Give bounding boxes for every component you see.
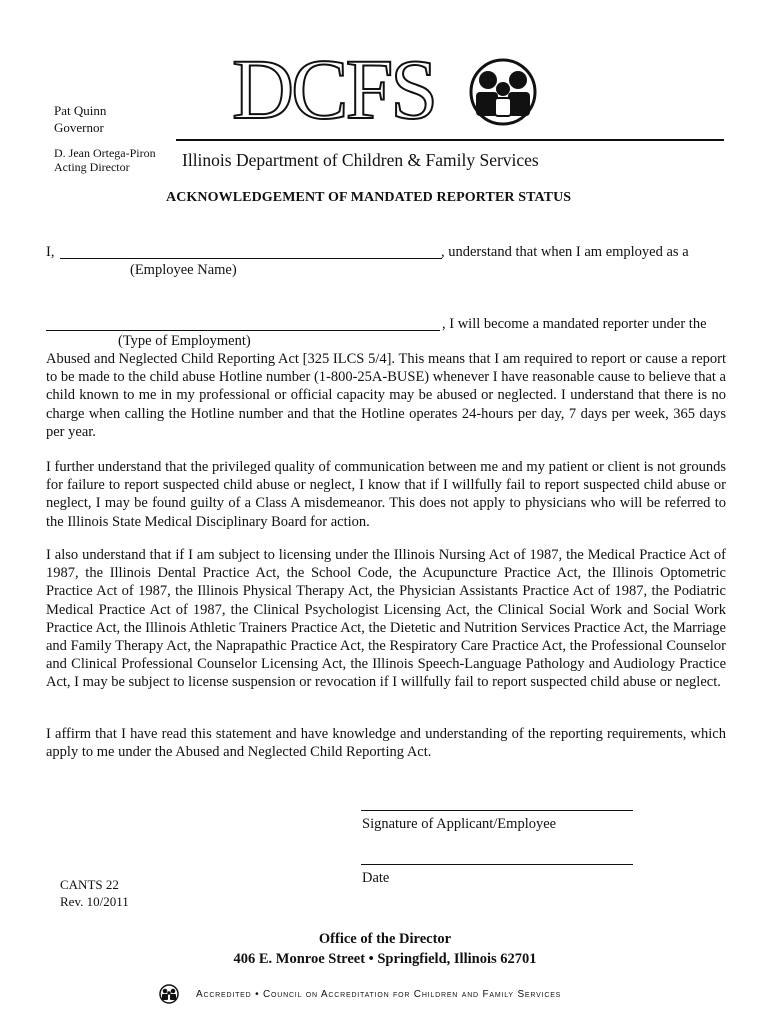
form-revision: Rev. 10/2011 bbox=[60, 894, 129, 909]
employment-type-field[interactable] bbox=[46, 314, 440, 331]
office-title: Office of the Director bbox=[318, 931, 452, 947]
governor-block bbox=[54, 102, 106, 136]
form-id bbox=[60, 876, 129, 910]
accreditation-text: Accredited • Council on Accreditation for Children and Family Services bbox=[196, 989, 562, 1000]
line1-prefix: I, bbox=[46, 244, 55, 260]
director-name: D. Jean Ortega-Piron bbox=[54, 146, 156, 160]
employee-name-field[interactable] bbox=[60, 242, 442, 259]
header-rule bbox=[176, 139, 724, 141]
signature-field[interactable] bbox=[361, 794, 633, 811]
paragraph-privilege: I further understand that the privileged quality of communication between me and my patient or client is not grounds for failure to report suspected child abuse or neglect, I know that if I willfully fail to report suspected child abuse or neglect, I may be found guilty of a Class A misdemeanor. This does not apply to physicians who will be referred to the Illinois State Medical Disciplinary Board for action. bbox=[46, 459, 726, 530]
director-block bbox=[54, 146, 156, 174]
department-name: Illinois Department of Children & Family Services bbox=[182, 150, 539, 170]
employment-type-caption: (Type of Employment) bbox=[118, 333, 251, 349]
paragraph-licensing: I also understand that if I am subject to licensing under the Illinois Nursing Act of 1987, the Medical Practice Act of 1987, the Illinois Dental Practice Act, the School Code, the Acupuncture Practice Act, the Illinois Optometric Practice Act of 1987, the Illinois Physical Therapy Act, the Physician Assistants Practice Act of 1987, the Podiatric Medical Practice Act of 1987, the Clinical Psychologist Licensing Act, the Clinical Social Work and Social Work Practice Act, the Illinois Athletic Trainers Practice Act, the Dietetic and Nutrition Services Practice Act, the Marriage and Family Therapy Act, the Naprapathic Practice Act, the Respiratory Care Practice Act, the Professional Counselor and Clinical Professional Counselor Licensing Act, the Illinois Speech-Language Pathology and Audiology Practice Act, I may be subject to license suspension or revocation if I willfully fail to report suspected child abuse or neglect. bbox=[46, 547, 726, 691]
governor-name: Pat Quinn bbox=[54, 103, 107, 118]
governor-title: Governor bbox=[54, 120, 104, 135]
dcfs-logo: DCFS bbox=[232, 41, 436, 137]
line1-suffix: , understand that when I am employed as a bbox=[441, 244, 689, 260]
office-address: 406 E. Monroe Street • Springfield, Illinois 62701 bbox=[233, 951, 537, 967]
family-logo-icon bbox=[458, 56, 548, 128]
paragraph-affirmation: I affirm that I have read this statement and have knowledge and understanding of the reporting requirements, which apply to me under the Abused and Neglected Child Reporting Act. bbox=[46, 726, 726, 761]
form-code: CANTS 22 bbox=[60, 877, 119, 892]
paragraph-reporting: Abused and Neglected Child Reporting Act [325 ILCS 5/4]. This means that I am required to report or cause a report to be made to the child abuse Hotline number (1-800-25A-BUSE) whenever I have reasonable cause to believe that a child known to me in my professional or official capacity may be abused or neglected. I understand that there is no charge when calling the Hotline number and that the Hotline operates 24-hours per day, 7 days per week, 365 days per year. bbox=[46, 351, 726, 440]
date-field[interactable] bbox=[361, 848, 633, 865]
director-title: Acting Director bbox=[54, 160, 130, 174]
employee-name-caption: (Employee Name) bbox=[130, 262, 237, 278]
date-label: Date bbox=[362, 870, 390, 886]
form-title: ACKNOWLEDGEMENT OF MANDATED REPORTER STATUS bbox=[166, 190, 572, 205]
line2-suffix: , I will become a mandated reporter under the bbox=[442, 316, 707, 332]
signature-label: Signature of Applicant/Employee bbox=[362, 816, 557, 832]
accreditation-family-icon bbox=[158, 984, 180, 1004]
